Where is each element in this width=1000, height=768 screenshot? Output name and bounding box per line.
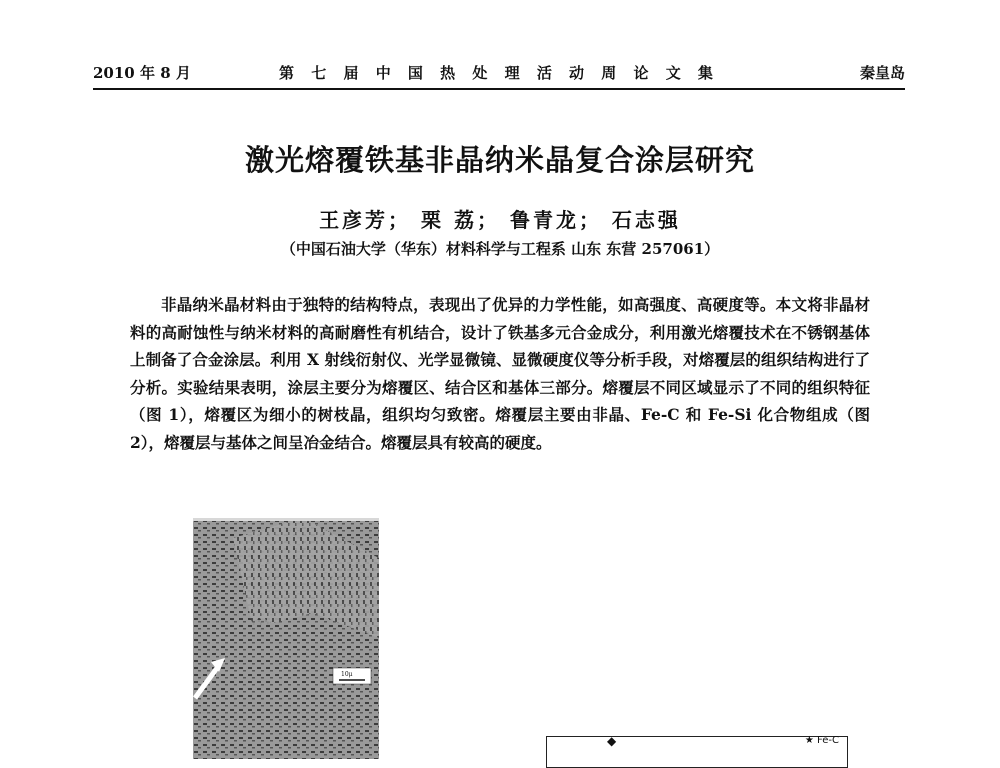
paper-title: 激光熔覆铁基非晶纳米晶复合涂层研究 [244, 143, 755, 177]
figure-2-xrd-chart [546, 736, 848, 768]
chart-peak-marker: ◆ [607, 734, 617, 748]
header-rule [93, 88, 905, 90]
chart-legend: ★ Fe-C [804, 735, 839, 746]
header-proceedings-title: 第 七 届 中 国 热 处 理 活 动 周 论 文 集 [279, 64, 719, 82]
abstract: 非晶纳米晶材料由于独特的结构特点，表现出了优异的力学性能，如高强度、高硬度等。本文将非晶材料的高耐蚀性与纳米材料的高耐磨性有机结合，设计了铁基多元合金成分，利用激光熔覆技术在不锈钢基体上制备了合金涂层。利用 X 射线衍射仪、光学显微镜、显微硬度仪等分析手段，对熔覆层的组织结构进行了分析。实验结果表明，涂层主要分为熔覆区、结合区和基体三部分。熔覆层不同区域显示了不同的组织特征（图 1），熔覆区为细小的树枝晶，组织均匀致密。熔覆层主要由非晶、Fe-C 和 Fe-Si 化合物组成（图 2），熔覆层与基体之间呈冶金结合。熔覆层具有较高的硬度。 [130, 295, 870, 452]
header-location: 秦皇岛 [859, 64, 905, 82]
header-date: 2010 年 8 月 [93, 64, 191, 82]
figure-1-micrograph [193, 518, 379, 759]
authors: 王彦芳； 栗 荔； 鲁青龙； 石志强 [319, 208, 681, 232]
scale-bar-label: 10μ [341, 671, 353, 678]
micrograph-image [193, 518, 379, 759]
affiliation: （中国石油大学（华东）材料科学与工程系 山东 东营 257061） [280, 240, 720, 258]
